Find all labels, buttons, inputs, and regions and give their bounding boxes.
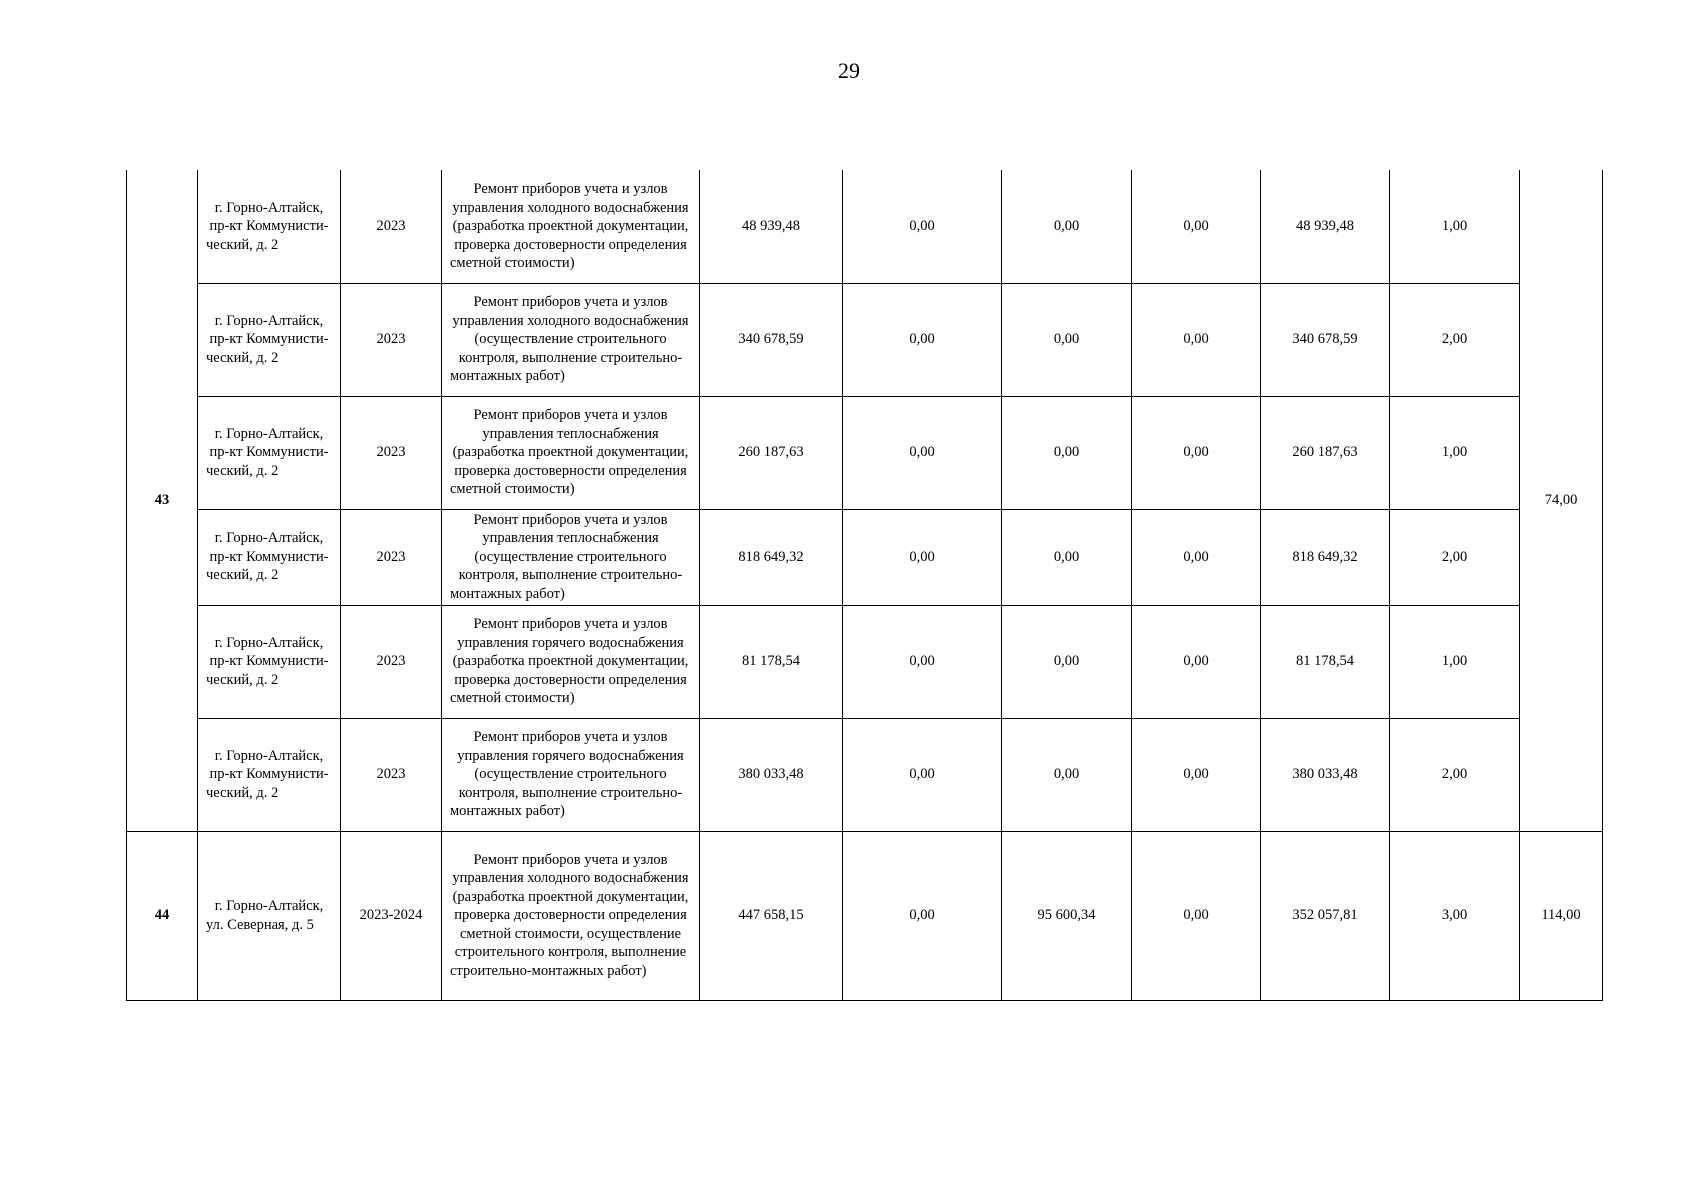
value-cell: 2,00: [1390, 509, 1520, 605]
table-row: [127, 605, 1603, 718]
value-cell: 0,00: [843, 605, 1002, 718]
value-cell: 352 057,81: [1261, 831, 1390, 1000]
years-cell: 2023: [341, 283, 442, 396]
value-cell: 0,00: [1132, 396, 1261, 509]
value-cell: 380 033,48: [1261, 718, 1390, 831]
value-cell: 81 178,54: [1261, 605, 1390, 718]
work-description-cell: Ремонт приборов учета и узлов управления холодного водоснабжения (осуществление строительного контроля, выполнение строительно-монтажных работ): [442, 283, 700, 396]
address-cell: г. Горно-Алтайск, пр-кт Коммунисти-ческий, д. 2: [198, 605, 341, 718]
table-row: [127, 831, 1603, 1000]
value-cell: 0,00: [1132, 831, 1261, 1000]
years-cell: 2023-2024: [341, 831, 442, 1000]
value-cell: 0,00: [1132, 509, 1261, 605]
years-cell: 2023: [341, 396, 442, 509]
value-cell: 0,00: [1132, 605, 1261, 718]
cost-total-cell: 380 033,48: [700, 718, 843, 831]
value-cell: 0,00: [1132, 718, 1261, 831]
years-cell: 2023: [341, 509, 442, 605]
value-cell: 0,00: [843, 509, 1002, 605]
cost-total-cell: 340 678,59: [700, 283, 843, 396]
address-cell: г. Горно-Алтайск, пр-кт Коммунисти-ческий, д. 2: [198, 283, 341, 396]
address-cell: г. Горно-Алтайск, пр-кт Коммунисти-ческий, д. 2: [198, 396, 341, 509]
value-cell: 340 678,59: [1261, 283, 1390, 396]
value-cell: 0,00: [1132, 170, 1261, 283]
value-cell: 0,00: [1002, 283, 1132, 396]
address-cell: г. Горно-Алтайск, пр-кт Коммунисти-ческий, д. 2: [198, 170, 341, 283]
cost-total-cell: 447 658,15: [700, 831, 843, 1000]
table-row: [127, 718, 1603, 831]
value-cell: 0,00: [1002, 396, 1132, 509]
value-cell: 1,00: [1390, 396, 1520, 509]
value-cell: 0,00: [1002, 605, 1132, 718]
repair-schedule-table: [126, 170, 1603, 1001]
item-number: 44: [127, 831, 198, 1000]
value-cell: 0,00: [843, 170, 1002, 283]
work-description-cell: Ремонт приборов учета и узлов управления горячего водоснабжения (осуществление строительного контроля, выполнение строительно-монтажных работ): [442, 718, 700, 831]
table-row: [127, 509, 1603, 605]
cost-total-cell: 818 649,32: [700, 509, 843, 605]
value-cell: 95 600,34: [1002, 831, 1132, 1000]
work-description-cell: Ремонт приборов учета и узлов управления теплоснабжения (разработка проектной документации, проверка достоверности определения сметной стоимости): [442, 396, 700, 509]
years-cell: 2023: [341, 605, 442, 718]
work-description-cell: Ремонт приборов учета и узлов управления холодного водоснабжения (разработка проектной документации, проверка достоверности определения сметной стоимости, осуществление строительного контроля, выполнение строительно-монтажных работ): [442, 831, 700, 1000]
address-cell: г. Горно-Алтайск, пр-кт Коммунисти-ческий, д. 2: [198, 509, 341, 605]
cost-total-cell: 81 178,54: [700, 605, 843, 718]
work-description-cell: Ремонт приборов учета и узлов управления холодного водоснабжения (разработка проектной документации, проверка достоверности определения сметной стоимости): [442, 170, 700, 283]
value-cell: 260 187,63: [1261, 396, 1390, 509]
years-cell: 2023: [341, 718, 442, 831]
value-cell: 0,00: [843, 718, 1002, 831]
value-cell: 2,00: [1390, 283, 1520, 396]
address-cell: г. Горно-Алтайск, ул. Северная, д. 5: [198, 831, 341, 1000]
value-cell: 3,00: [1390, 831, 1520, 1000]
page-number: 29: [838, 58, 860, 83]
value-cell: 0,00: [1002, 718, 1132, 831]
value-cell: 0,00: [1002, 509, 1132, 605]
value-cell: 48 939,48: [1261, 170, 1390, 283]
value-cell: 1,00: [1390, 170, 1520, 283]
value-cell: 0,00: [843, 283, 1002, 396]
value-cell: 0,00: [843, 396, 1002, 509]
table-row: [127, 170, 1603, 283]
years-cell: 2023: [341, 170, 442, 283]
group-total-cell: 114,00: [1520, 831, 1603, 1000]
value-cell: 0,00: [1002, 170, 1132, 283]
value-cell: 0,00: [1132, 283, 1261, 396]
cost-total-cell: 48 939,48: [700, 170, 843, 283]
address-cell: г. Горно-Алтайск, пр-кт Коммунисти-ческий, д. 2: [198, 718, 341, 831]
item-number: 43: [127, 170, 198, 831]
value-cell: 1,00: [1390, 605, 1520, 718]
table-row: [127, 396, 1603, 509]
group-total-cell: 74,00: [1520, 170, 1603, 831]
work-description-cell: Ремонт приборов учета и узлов управления теплоснабжения (осуществление строительного контроля, выполнение строительно-монтажных работ): [442, 509, 700, 605]
table-row: [127, 283, 1603, 396]
cost-total-cell: 260 187,63: [700, 396, 843, 509]
value-cell: 2,00: [1390, 718, 1520, 831]
value-cell: 0,00: [843, 831, 1002, 1000]
value-cell: 818 649,32: [1261, 509, 1390, 605]
work-description-cell: Ремонт приборов учета и узлов управления горячего водоснабжения (разработка проектной документации, проверка достоверности определения сметной стоимости): [442, 605, 700, 718]
